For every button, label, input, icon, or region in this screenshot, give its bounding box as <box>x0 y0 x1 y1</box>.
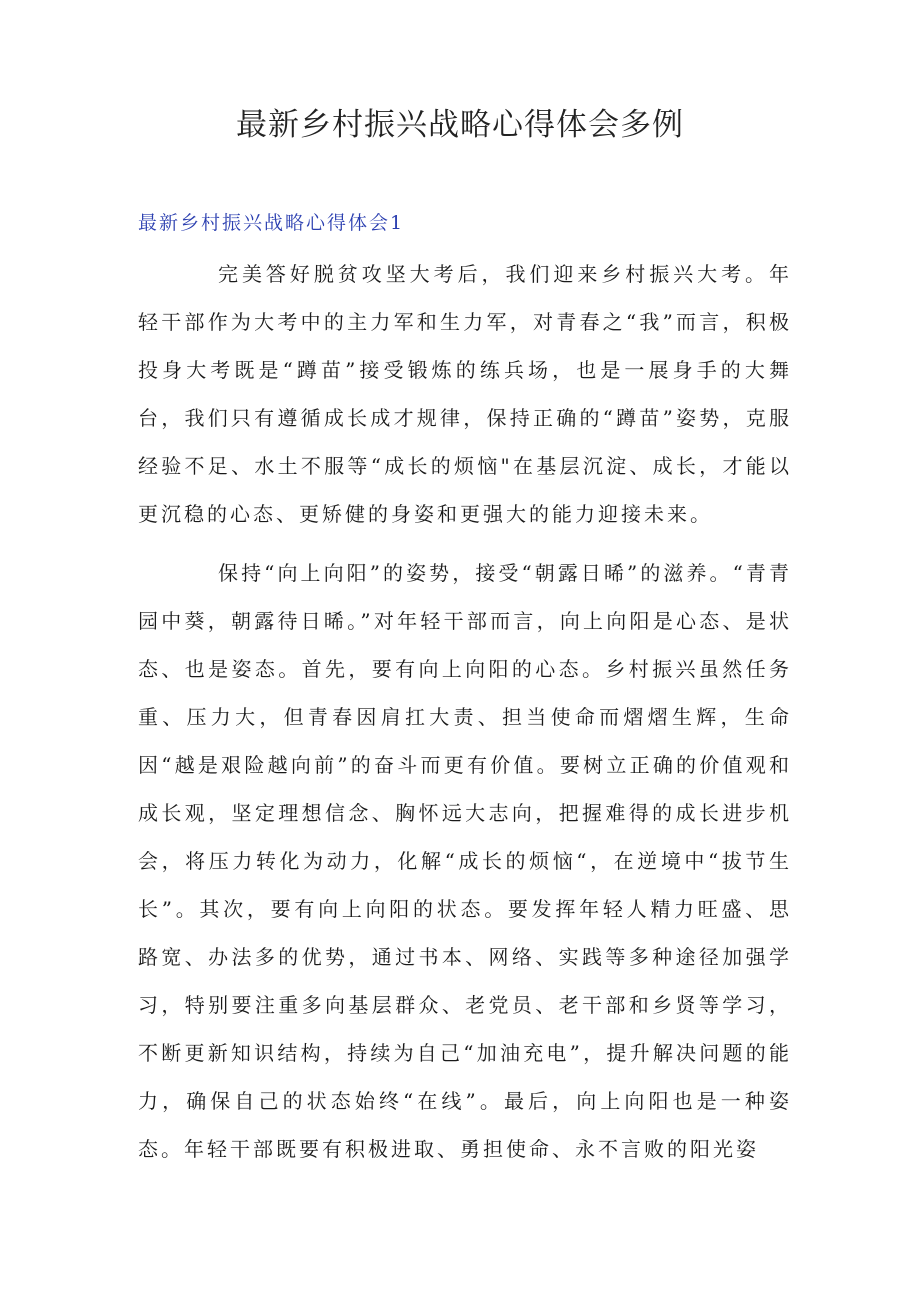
document-title: 最新乡村振兴战略心得体会多例 <box>236 107 684 143</box>
section-heading: 最新乡村振兴战略心得体会1 <box>138 212 405 234</box>
body-paragraph: 完美答好脱贫攻坚大考后，我们迎来乡村振兴大考。年轻干部作为大考中的主力军和生力军，对青春之“我”而言，积极投身大考既是“蹲苗”接受锻炼的练兵场，也是一展身手的大舞台，我们只有遵循成长成才规律，保持正确的“蹲苗”姿势，克服经验不足、水土不服等“成长的烦恼"在基层沉淀、成长，才能以更沉稳的心态、更矫健的身姿和更强大的能力迎接未来。 <box>138 262 792 526</box>
body-paragraph: 保持“向上向阳”的姿势，接受“朝露日晞”的滋养。“青青园中葵，朝露待日晞。”对年轻干部而言，向上向阳是心态、是状态、也是姿态。首先，要有向上向阳的心态。乡村振兴虽然任务重、压力大，但青春因肩扛大责、担当使命而熠熠生辉，生命因“越是艰险越向前”的奋斗而更有价值。要树立正确的价值观和成长观，坚定理想信念、胸怀远大志向，把握难得的成长进步机会，将压力转化为动力，化解“成长的烦恼“，在逆境中“拔节生长”。其次，要有向上向阳的状态。要发挥年轻人精力旺盛、思路宽、办法多的优势，通过书本、网络、实践等多种途径加强学习，特别要注重多向基层群众、老党员、老干部和乡贤等学习，不断更新知识结构，持续为自己“加油充电”，提升解决问题的能力，确保自己的状态始终“在线”。最后，向上向阳也是一种姿态。年轻干部既要有积极进取、勇担使命、永不言败的阳光姿 <box>138 561 792 1161</box>
